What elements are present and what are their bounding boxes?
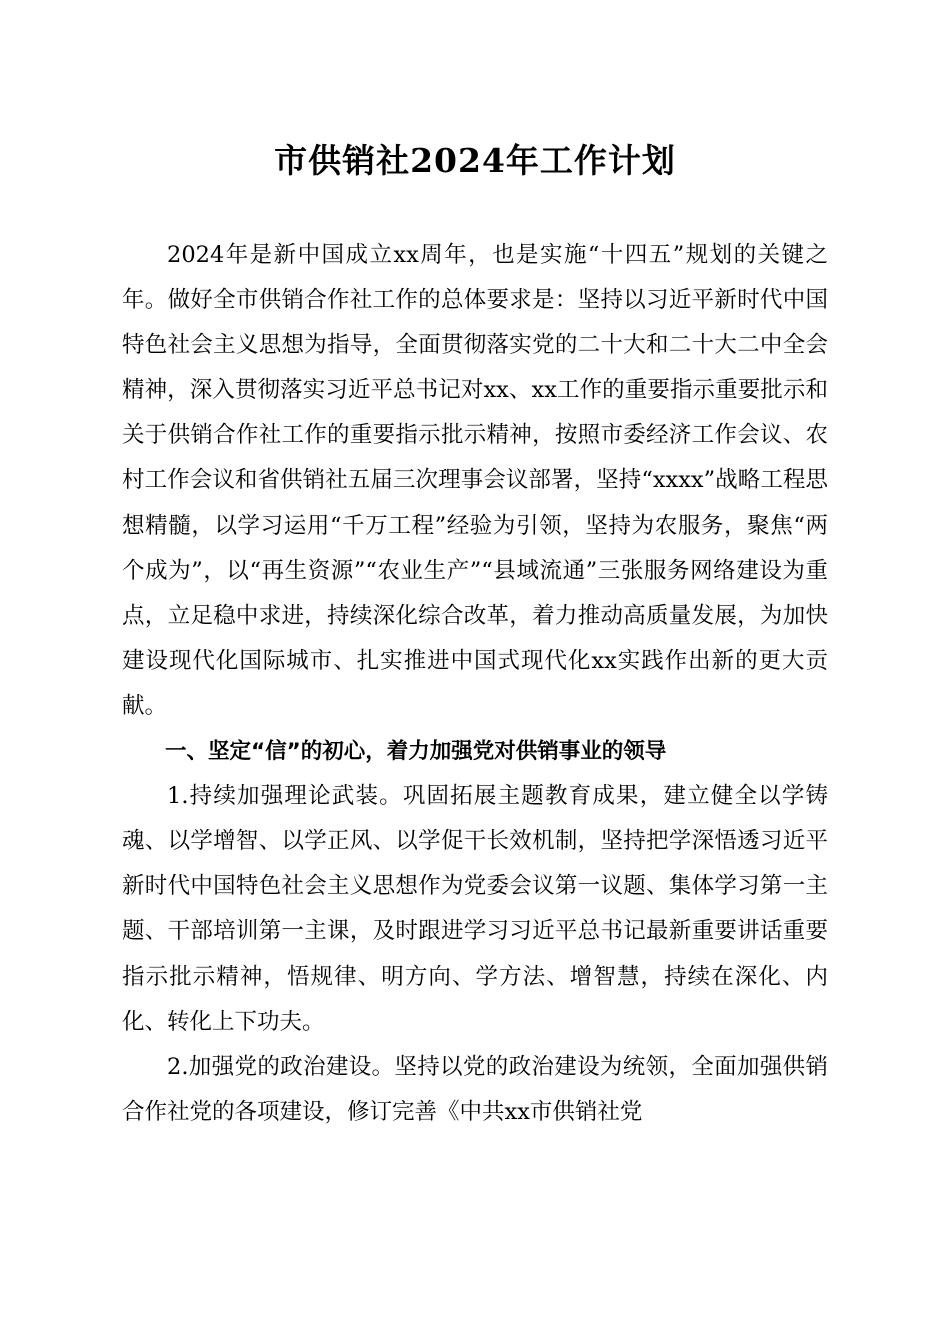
document-title: 市供销社2024年工作计划 [274,141,676,180]
document-body [122,233,828,1135]
intro-paragraph: 2024年是新中国成立xx周年，也是实施“十四五”规划的关键之年。做好全市供销合作社工作的总体要求是：坚持以习近平新时代中国特色社会主义思想为指导，全面贯彻落实党的二十大和二十大二中全会精神，深入贯彻落实习近平总书记对xx、xx工作的重要指示重要批示和关于供销合作社工作的重要指示批示精神，按照市委经济工作会议、农村工作会议和省供销社五届三次理事会议部署，坚持“xxxx”战略工程思想精髓，以学习运用“千万工程”经验为引领，坚持为农服务，聚焦“两个成为”，以“再生资源”“农业生产”“县域流通”三张服务网络建设为重点，立足稳中求进，持续深化综合改革，着力推动高质量发展，为加快建设现代化国际城市、扎实推进中国式现代化xx实践作出新的更大贡献。 [122,242,828,719]
section-heading-1: 一、坚定“信”的初心，着力加强党对供销事业的领导 [165,739,667,765]
item-paragraph-2: 2.加强党的政治建设。坚持以党的政治建设为统领，全面加强供销合作社党的各项建设，修订完善《中共xx市供销社党 [122,1053,828,1125]
item-paragraph-1: 1.持续加强理论武装。巩固拓展主题教育成果，建立健全以学铸魂、以学增智、以学正风、以学促干长效机制，坚持把学深悟透习近平新时代中国特色社会主义思想作为党委会议第一议题、集体学习第一主题、干部培训第一主课，及时跟进学习习近平总书记最新重要讲话重要指示批示精神，悟规律、明方向、学方法、增智慧，持续在深化、内化、转化上下功夫。 [122,783,828,1035]
